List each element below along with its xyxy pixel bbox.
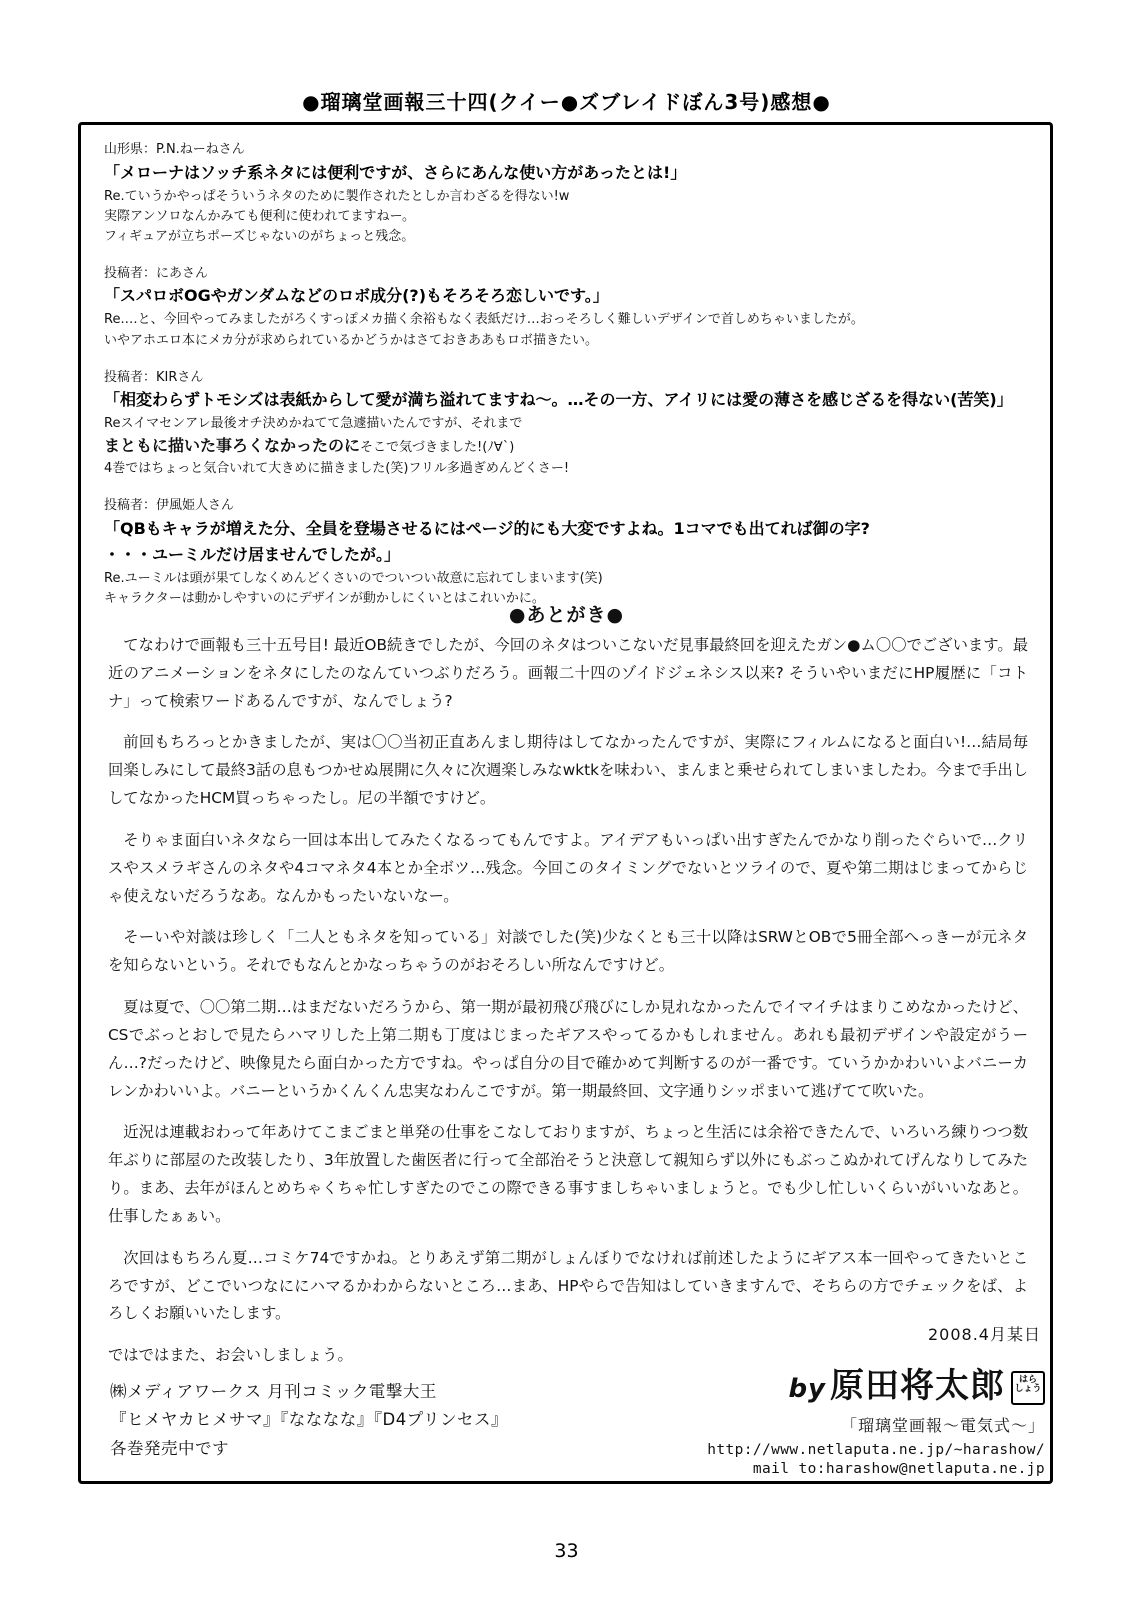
- letter-reply-line: キャラクターは動かしやすいのにデザインが動かしにくいとはこれいかに。: [104, 590, 545, 606]
- letter-quote: 「メローナはソッチ系ネタには便利ですが、さらにあんな使い方があったとは!」: [104, 162, 687, 182]
- letter-quote: 「QBもキャラが増えた分、全員を登場させるにはページ的にも大変ですよね。1コマでも出てれば御の字?: [104, 518, 870, 538]
- colophon-line: 各巻発売中です: [110, 1438, 229, 1458]
- seal-stamp-icon: はら しょう: [1011, 1371, 1045, 1405]
- email-link[interactable]: mail to:harashow@netlaputa.ne.jp: [752, 1461, 1045, 1477]
- letter-reply-emphasis-tail: そこで気づきました!(ﾉ∀`): [360, 440, 515, 456]
- letter-reply-line: Re.…と、今回やってみましたがろくすっぽメカ描く余裕もなく表紙だけ…おっそろしく難しいデザインで首しめちゃいましたが。: [104, 312, 864, 328]
- signature-author-name: 原田将太郎: [830, 1366, 1005, 1406]
- reader-letters-section: [104, 140, 1034, 626]
- signature-name-row: [625, 1358, 1045, 1407]
- letter-reply-emphasis-text: まともに描いた事ろくなかったのに: [104, 436, 361, 456]
- afterword-paragraph: 前回もちろっとかきましたが、実は〇〇当初正直あんまし期待はしてなかったんですが、実際にフィルムになると面白い!…結局毎回楽しみにして最終3話の息もつかせぬ展開に久々に次週楽しみなwktkを味わい、まんまと乗せられてしまいましたわ。今まで手出ししてなかったHCM買っちゃったし。尼の半額ですけど。: [108, 733, 1028, 808]
- afterword-body: [108, 632, 1028, 1384]
- letter-reply-emphasis: [104, 434, 1034, 459]
- colophon-block: [110, 1378, 508, 1463]
- page-header-title: ●瑠璃堂画報三十四(クイー●ズブレイドぼん3号)感想●: [302, 90, 831, 114]
- afterword-paragraph: てなわけで画報も三十五号目! 最近OB続きでしたが、今回のネタはついこないだ見事最終回を迎えたガン●ム〇〇でございます。最近のアニメーションをネタにしたのなんていつぶりだろう。画報二十四のゾイドジェネシス以来? そういやいまだにHP履歴に「コトナ」って検索ワードあるんですが、なんでしょう?: [108, 636, 1028, 710]
- letter-reply-line: Reスイマセンアレ最後オチ決めかねてて急遽描いたんですが、それまで: [104, 416, 523, 432]
- letter-item: [104, 140, 1034, 247]
- letter-sender: 山形県：P.N.ねーねさん: [104, 142, 245, 157]
- page-number: 33: [554, 1540, 579, 1562]
- letter-quote: 「相変わらずトモシズは表紙からして愛が満ち溢れてますね〜。…その一方、アイリには愛の薄さを感じざるを得ない(苦笑)」: [104, 390, 1013, 410]
- letter-reply-line: 実際アンソロなんかみても便利に使われてますねー。: [104, 208, 415, 224]
- signature-by-label: by: [788, 1374, 826, 1404]
- afterword-paragraph: そーいや対談は珍しく「二人ともネタを知っている」対談でした(笑)少なくとも三十以降はSRWとOBで5冊全部へっきーが元ネタを知らないという。それでもなんとかなっちゃうのがおそろしい所なんですけど。: [108, 928, 1028, 975]
- letter-item: [104, 368, 1034, 480]
- circle-name: 「瑠璃堂画報〜電気式〜」: [840, 1416, 1045, 1435]
- afterword-title: ●あとがき●: [508, 604, 625, 626]
- colophon-line: 『ヒメヤカヒメサマ』『なななな』『D4プリンセス』: [110, 1410, 509, 1430]
- afterword-paragraph: 夏は夏で、〇〇第二期…はまだないだろうから、第一期が最初飛び飛びにしか見れなかったんでイマイチはまりこめなかったけど、CSでぶっとおしで見たらハマリした上第二期も丁度はじまったギアスやってるかもしれません。あれも最初デザインや設定がうーん…?だったけど、映像見たら面白かった方ですね。やっぱ自分の目で確かめて判断するのが一番です。ていうかかわいいよバニーカレンかわいいよ。バニーというかくんくん忠実なわんこですが。第一期最終回、文字通りシッポまいて逃げてて吹いた。: [108, 998, 1028, 1100]
- colophon-line: ㈱メディアワークス 月刊コミック電撃大王: [110, 1382, 437, 1401]
- letter-quote: 「スパロボOGやガンダムなどのロボ成分(?)もそろそろ恋しいです。」: [104, 286, 609, 306]
- letter-item: [104, 496, 1034, 609]
- letter-reply-line: フィギュアが立ちポーズじゃないのがちょっと残念。: [104, 228, 415, 244]
- letter-item: [104, 264, 1034, 351]
- afterword-date: 2008.4月某日: [928, 1325, 1041, 1344]
- website-url[interactable]: http://www.netlaputa.ne.jp/~harashow/: [707, 1442, 1045, 1458]
- letter-sender: 投稿者：伊風姫人さん: [104, 498, 235, 514]
- letter-sender: 投稿者：にあさん: [104, 265, 209, 281]
- letter-reply-line: いやアホエロ本にメカ分が求められているかどうかはさておきああもロボ描きたい。: [104, 332, 599, 348]
- afterword-paragraph: そりゃま面白いネタなら一回は本出してみたくなるってもんですよ。アイデアもいっぱい出すぎたんでかなり削ったぐらいで…クリスやスメラギさんのネタや4コマネタ4本とか全ボツ…残念。今回このタイミングでないとツライので、夏や第二期はじまってからじゃ使えないだろうなあ。なんかもったいないなー。: [108, 830, 1028, 905]
- afterword-paragraph: 次回はもちろん夏…コミケ74ですかね。とりあえず第二期がしょんぼりでなければ前述したようにギアス本一回やってきたいところですが、どこでいつなににハマるかわからないところ…まあ、HPやらで告知はしていきますんで、そちらの方でチェックをば、よろしくお願いいたします。: [108, 1248, 1028, 1323]
- letter-sender: 投稿者：KIRさん: [104, 369, 204, 385]
- afterword-paragraph: 近況は連載おわって年あけてこまごまと単発の仕事をこなしておりますが、ちょっと生活には余裕できたんで、いろいろ練りつつ数年ぶりに部屋のた改装したり、3年放置した歯医者に行って全部治そうと決意して親知らず以外にもぶっこぬかれてげんなりしてみたり。まあ、去年がほんとめちゃくちゃ忙しすぎたのでこの際できる事すましちゃいましょうと。でも少し忙しいくらいがいいなあと。仕事したぁぁい。: [108, 1123, 1028, 1225]
- letter-reply-tail: 4巻ではちょっと気合いれて大きめに描きました(笑)フリル多過ぎめんどくさー!: [104, 461, 570, 477]
- letter-reply-line: Re.ユーミルは頭が果てしなくめんどくさいのでついつい故意に忘れてしまいます(笑): [104, 570, 603, 586]
- afterword-closing: ではではまた、お会いしましょう。: [108, 1346, 353, 1365]
- letter-reply-line: Re.ていうかやっぱそういうネタのために製作されたとしか言わざるを得ない!w: [104, 188, 570, 204]
- letter-quote-line2: ・・・ユーミルだけ居ませんでしたが。」: [104, 544, 401, 564]
- author-signature-block: [625, 1358, 1045, 1477]
